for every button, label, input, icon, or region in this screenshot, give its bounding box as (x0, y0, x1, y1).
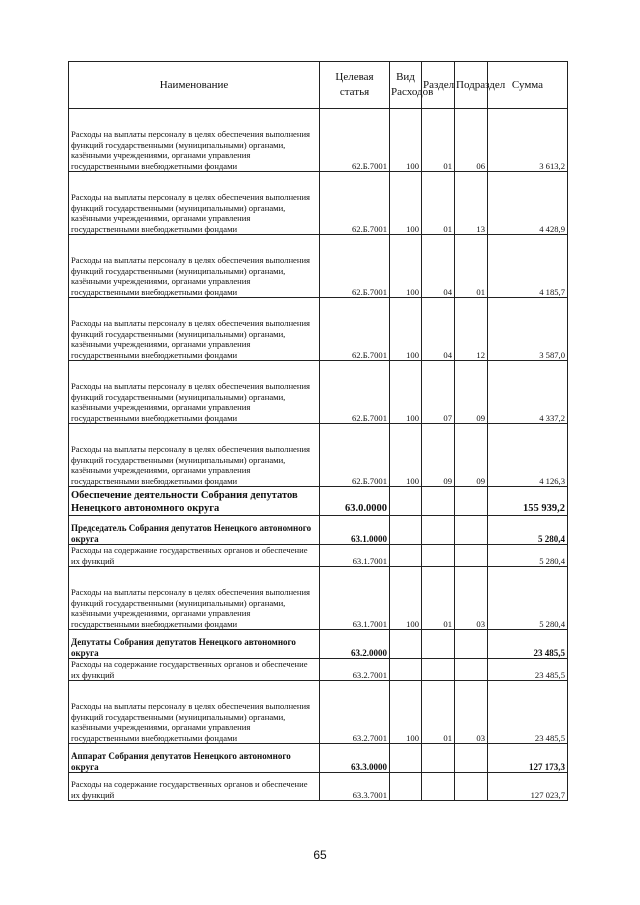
row-subsection (455, 630, 488, 659)
table-row (69, 109, 568, 172)
header-row (69, 62, 568, 109)
row-section: 01 (422, 567, 455, 630)
row-section: 09 (422, 424, 455, 487)
table-row (69, 659, 568, 681)
table-row (69, 773, 568, 801)
budget-table (68, 61, 568, 801)
table-row (69, 744, 568, 773)
row-expense-type (390, 659, 422, 681)
row-section (422, 487, 455, 516)
row-expense-type: 100 (390, 361, 422, 424)
table-row (69, 487, 568, 516)
row-subsection (455, 744, 488, 773)
page-number: 65 (313, 848, 327, 862)
row-section (422, 630, 455, 659)
row-section (422, 744, 455, 773)
row-name: Расходы на выплаты персоналу в целях обеспечения выполнения функций государственными (муниципальными) органами, казёнными учреждениями, органами управления государственными внебюджетными фондами (69, 109, 320, 172)
row-expense-type: 100 (390, 424, 422, 487)
row-subsection (455, 659, 488, 681)
row-subsection (455, 545, 488, 567)
row-expense-type: 100 (390, 235, 422, 298)
row-sum: 155 939,2 (488, 487, 568, 516)
row-subsection (455, 773, 488, 801)
row-name: Расходы на содержание государственных органов и обеспечение их функций (69, 773, 320, 801)
row-expense-type (390, 630, 422, 659)
row-section (422, 545, 455, 567)
row-sum: 5 280,4 (488, 545, 568, 567)
row-section: 01 (422, 172, 455, 235)
row-name: Расходы на содержание государственных органов и обеспечение их функций (69, 545, 320, 567)
row-target-article: 63.2.0000 (320, 630, 390, 659)
table-row (69, 630, 568, 659)
row-sum: 5 280,4 (488, 516, 568, 545)
row-target-article: 63.1.7001 (320, 567, 390, 630)
table-row (69, 424, 568, 487)
row-section (422, 659, 455, 681)
row-target-article: 63.3.7001 (320, 773, 390, 801)
row-section (422, 516, 455, 545)
row-section: 01 (422, 109, 455, 172)
row-subsection: 06 (455, 109, 488, 172)
row-subsection: 09 (455, 361, 488, 424)
row-section: 04 (422, 235, 455, 298)
row-expense-type: 100 (390, 109, 422, 172)
row-target-article: 62.Б.7001 (320, 235, 390, 298)
row-name: Аппарат Собрания депутатов Ненецкого автономного округа (69, 744, 320, 773)
row-target-article: 63.0.0000 (320, 487, 390, 516)
header-sum: Сумма (488, 62, 568, 109)
row-sum: 127 173,3 (488, 744, 568, 773)
header-section: Раздел (422, 62, 455, 109)
row-expense-type: 100 (390, 172, 422, 235)
row-target-article: 62.Б.7001 (320, 172, 390, 235)
row-subsection: 01 (455, 235, 488, 298)
row-subsection: 13 (455, 172, 488, 235)
row-target-article: 62.Б.7001 (320, 109, 390, 172)
row-name: Расходы на выплаты персоналу в целях обеспечения выполнения функций государственными (муниципальными) органами, казёнными учреждениями, органами управления государственными внебюджетными фондами (69, 235, 320, 298)
row-expense-type (390, 516, 422, 545)
row-target-article: 63.2.7001 (320, 681, 390, 744)
row-subsection: 03 (455, 681, 488, 744)
row-name: Расходы на выплаты персоналу в целях обеспечения выполнения функций государственными (муниципальными) органами, казёнными учреждениями, органами управления государственными внебюджетными фондами (69, 424, 320, 487)
row-sum: 23 485,5 (488, 681, 568, 744)
row-subsection (455, 516, 488, 545)
row-name: Председатель Собрания депутатов Ненецкого автономного округа (69, 516, 320, 545)
row-name: Расходы на выплаты персоналу в целях обеспечения выполнения функций государственными (муниципальными) органами, казёнными учреждениями, органами управления государственными внебюджетными фондами (69, 681, 320, 744)
row-name: Расходы на выплаты персоналу в целях обеспечения выполнения функций государственными (муниципальными) органами, казёнными учреждениями, органами управления государственными внебюджетными фондами (69, 567, 320, 630)
row-subsection: 03 (455, 567, 488, 630)
row-sum: 23 485,5 (488, 659, 568, 681)
row-sum: 23 485,5 (488, 630, 568, 659)
row-section: 01 (422, 681, 455, 744)
row-sum: 4 185,7 (488, 235, 568, 298)
row-sum: 127 023,7 (488, 773, 568, 801)
header-target-article: Целевая статья (320, 62, 390, 109)
row-name: Расходы на содержание государственных органов и обеспечение их функций (69, 659, 320, 681)
row-name: Расходы на выплаты персоналу в целях обеспечения выполнения функций государственными (муниципальными) органами, казёнными учреждениями, органами управления государственными внебюджетными фондами (69, 172, 320, 235)
row-target-article: 63.1.7001 (320, 545, 390, 567)
row-sum: 4 428,9 (488, 172, 568, 235)
row-target-article: 63.3.0000 (320, 744, 390, 773)
row-sum: 3 613,2 (488, 109, 568, 172)
row-sum: 3 587,0 (488, 298, 568, 361)
row-target-article: 63.2.7001 (320, 659, 390, 681)
row-target-article: 62.Б.7001 (320, 298, 390, 361)
row-target-article: 62.Б.7001 (320, 424, 390, 487)
row-expense-type (390, 744, 422, 773)
row-name: Расходы на выплаты персоналу в целях обеспечения выполнения функций государственными (муниципальными) органами, казёнными учреждениями, органами управления государственными внебюджетными фондами (69, 361, 320, 424)
header-subsection: Подраздел (455, 62, 488, 109)
table-row (69, 172, 568, 235)
header-name: Наименование (69, 62, 320, 109)
row-expense-type (390, 773, 422, 801)
table-row (69, 545, 568, 567)
table-row (69, 681, 568, 744)
row-subsection: 12 (455, 298, 488, 361)
table-row (69, 235, 568, 298)
row-expense-type (390, 545, 422, 567)
table-row (69, 567, 568, 630)
row-target-article: 63.1.0000 (320, 516, 390, 545)
row-target-article: 62.Б.7001 (320, 361, 390, 424)
row-section (422, 773, 455, 801)
row-sum: 4 126,3 (488, 424, 568, 487)
row-subsection: 09 (455, 424, 488, 487)
row-name: Депутаты Собрания депутатов Ненецкого автономного округа (69, 630, 320, 659)
row-sum: 4 337,2 (488, 361, 568, 424)
row-sum: 5 280,4 (488, 567, 568, 630)
table-row (69, 361, 568, 424)
row-expense-type: 100 (390, 298, 422, 361)
table-row (69, 298, 568, 361)
header-expense-type: Вид Расходов (390, 62, 422, 109)
row-name: Обеспечение деятельности Собрания депутатов Ненецкого автономного округа (69, 487, 320, 516)
row-expense-type: 100 (390, 567, 422, 630)
row-expense-type: 100 (390, 681, 422, 744)
table-row (69, 516, 568, 545)
row-section: 07 (422, 361, 455, 424)
row-expense-type (390, 487, 422, 516)
row-name: Расходы на выплаты персоналу в целях обеспечения выполнения функций государственными (муниципальными) органами, казёнными учреждениями, органами управления государственными внебюджетными фондами (69, 298, 320, 361)
row-subsection (455, 487, 488, 516)
row-section: 04 (422, 298, 455, 361)
